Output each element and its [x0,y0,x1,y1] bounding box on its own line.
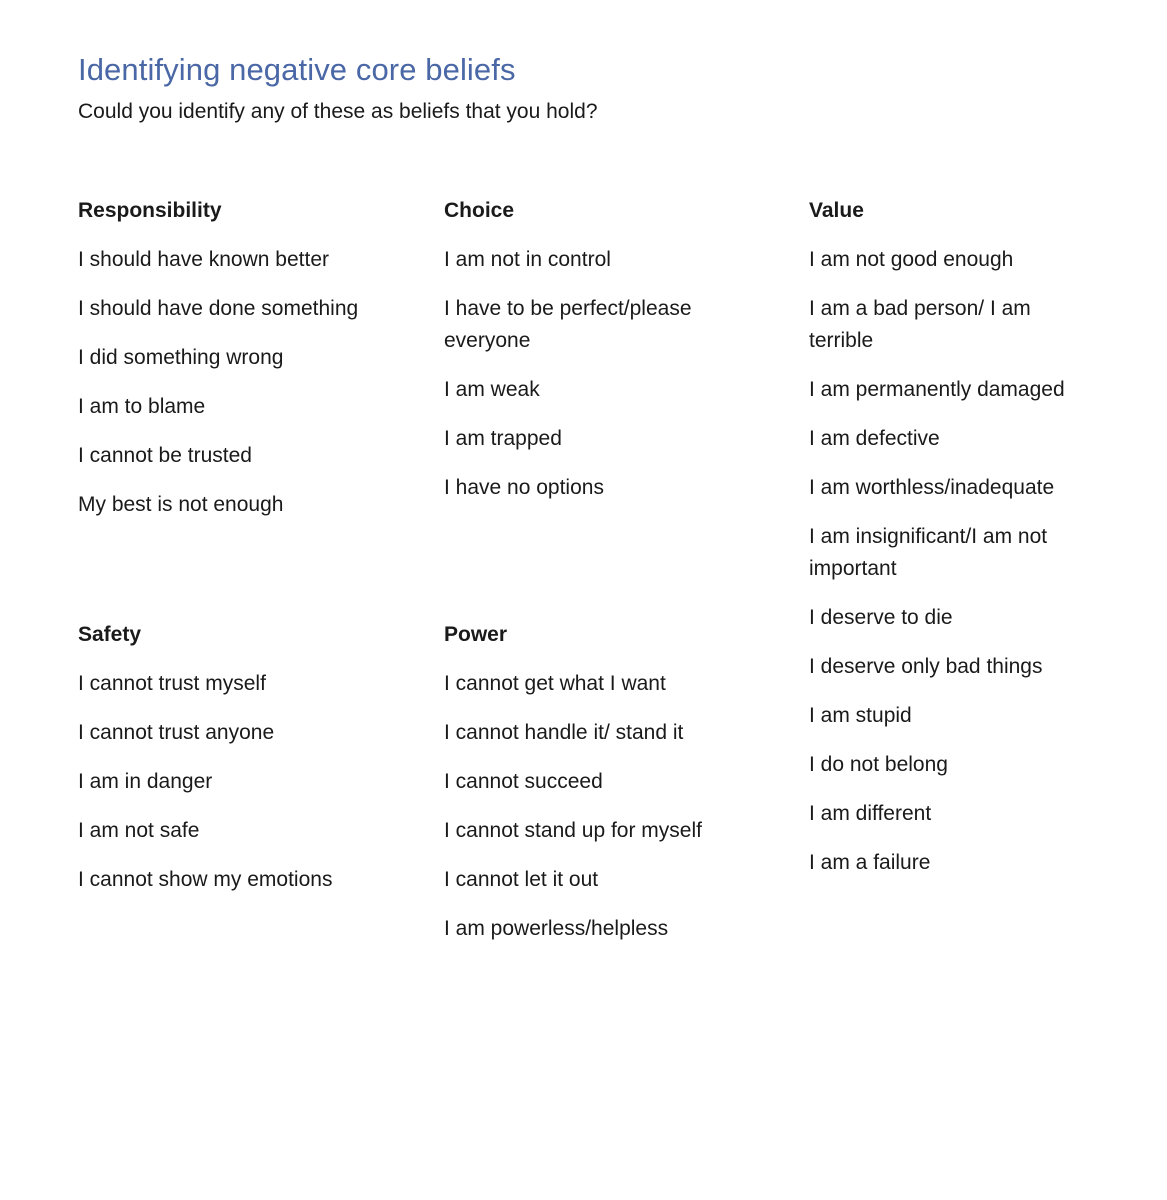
belief-item: My best is not enough [78,493,284,516]
category-choice [444,195,729,521]
belief-item: I have no options [444,476,604,499]
category-heading: Responsibility [78,199,222,222]
belief-item: I should have known better [78,248,329,271]
category-safety [78,619,378,913]
belief-item: I deserve only bad things [809,655,1043,678]
belief-item: I am in danger [78,770,213,793]
belief-item: I am trapped [444,427,562,450]
belief-item: I am insignificant/I am not important [809,525,1048,580]
belief-item: I cannot trust anyone [78,721,275,744]
belief-item: I did something wrong [78,346,284,369]
belief-item: I am defective [809,427,940,450]
page-title: Identifying negative core beliefs [78,52,516,87]
belief-item: I am a failure [809,851,931,874]
belief-item: I am not good enough [809,248,1014,271]
belief-item: I am a bad person/ I am terrible [809,297,1031,352]
belief-item: I cannot show my emotions [78,868,333,891]
belief-item: I cannot be trusted [78,444,252,467]
belief-list [444,668,744,945]
belief-item: I am not safe [78,819,200,842]
category-value [809,195,1094,896]
belief-item: I cannot stand up for myself [444,819,702,842]
belief-item: I am stupid [809,704,912,727]
belief-item: I am powerless/helpless [444,917,669,940]
belief-item: I cannot handle it/ stand it [444,721,684,744]
category-responsibility [78,195,368,538]
belief-item: I am permanently damaged [809,378,1065,401]
belief-item: I am to blame [78,395,206,418]
belief-item: I cannot succeed [444,770,603,793]
belief-item: I cannot let it out [444,868,599,891]
belief-item: I do not belong [809,753,948,776]
belief-item: I am worthless/inadequate [809,476,1055,499]
belief-item: I cannot get what I want [444,672,666,695]
belief-item: I should have done something [78,297,359,320]
category-heading: Safety [78,623,142,646]
belief-list [444,244,729,504]
belief-item: I cannot trust myself [78,672,266,695]
category-power [444,619,744,962]
category-heading: Value [809,199,864,222]
belief-item: I am weak [444,378,540,401]
page-subtitle: Could you identify any of these as beliefs that you hold? [78,100,598,123]
belief-list [809,244,1094,879]
belief-item: I have to be perfect/please everyone [444,297,692,352]
belief-item: I am different [809,802,932,825]
category-heading: Choice [444,199,515,222]
belief-list [78,668,378,896]
category-heading: Power [444,623,508,646]
belief-item: I deserve to die [809,606,953,629]
belief-list [78,244,368,521]
belief-item: I am not in control [444,248,611,271]
